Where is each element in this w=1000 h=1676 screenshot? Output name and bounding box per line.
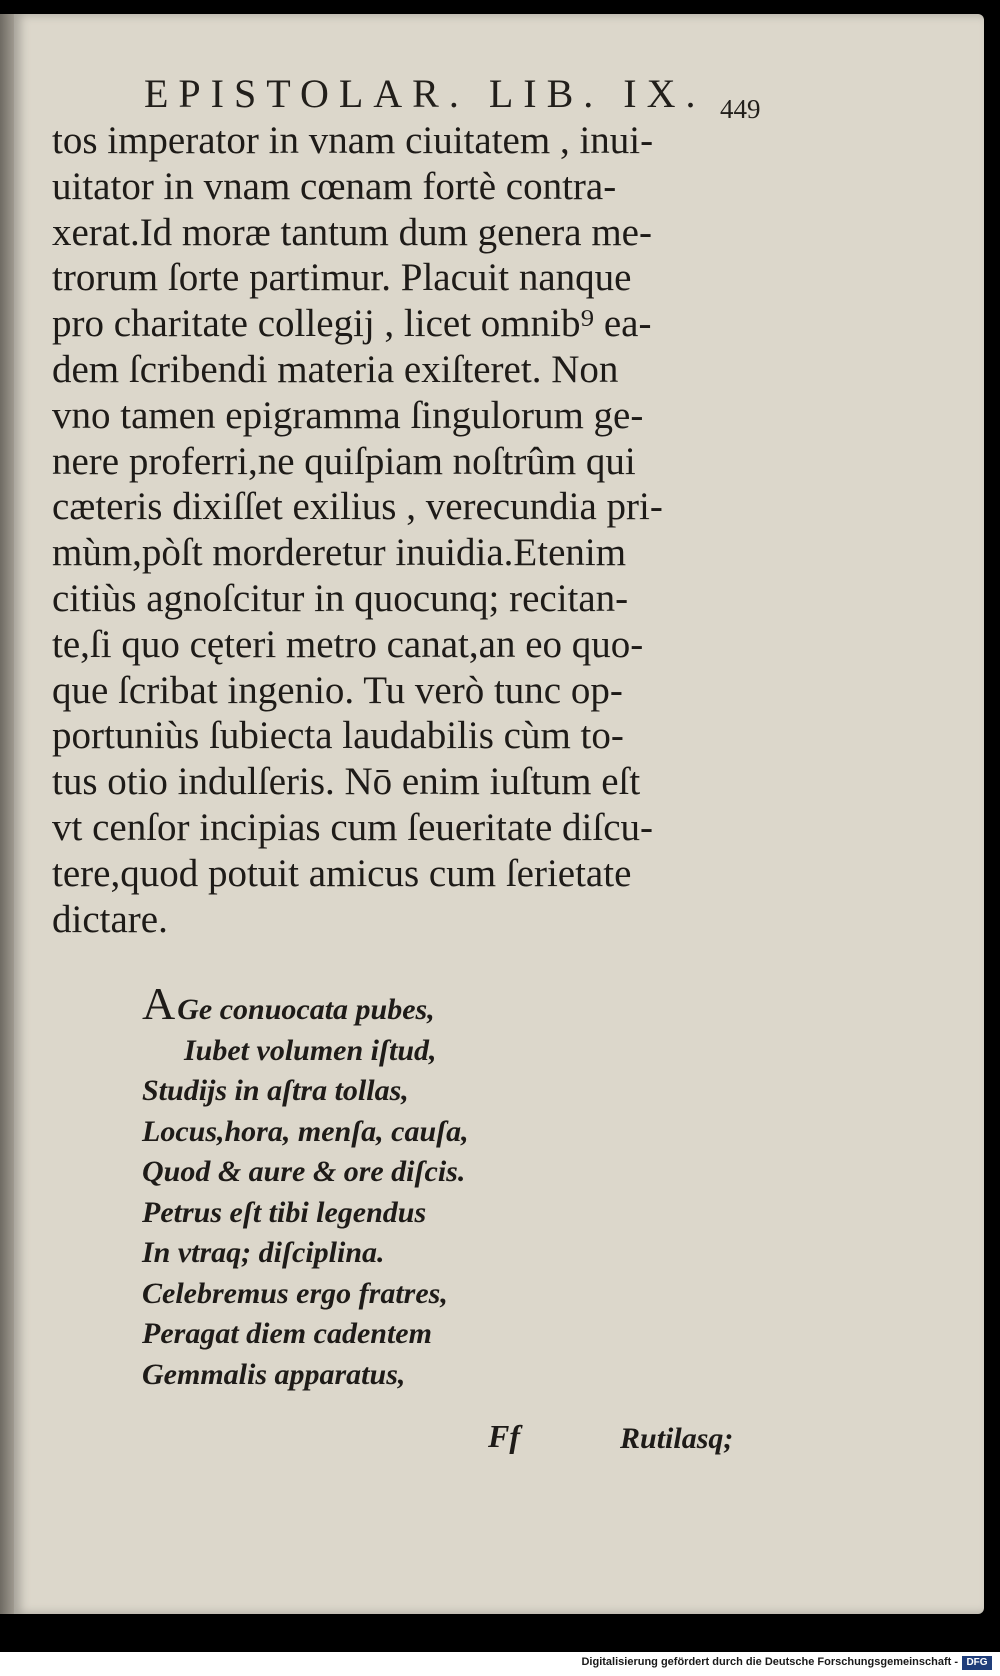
digitization-footer [0, 1652, 1000, 1676]
poem-line: Celebremus ergo fratres, [142, 1276, 448, 1310]
signature-mark: Ff [488, 1418, 520, 1454]
prose-line: nere proferri,ne quiſpiam noſtrûm qui [52, 439, 636, 483]
prose-line: tere,quod potuit amicus cum ſerietate [52, 851, 632, 895]
page-number: 449 [720, 94, 761, 124]
prose-line: vt cenſor incipias cum ſeueritate diſcu- [52, 805, 654, 849]
book-page [14, 14, 984, 1614]
footer-credit: Digitalisierung gefördert durch die Deutsche Forschungsgemeinschaft - [581, 1656, 958, 1668]
catchword: Rutilasq; [620, 1422, 734, 1455]
prose-line: xerat.Id moræ tantum dum genera me- [52, 210, 652, 254]
dfg-logo: DFG [962, 1656, 992, 1670]
prose-line: tus otio indulſeris. Nō enim iuſtum eſt [52, 760, 641, 804]
prose-line: dictare. [52, 897, 168, 941]
poem-line: Iubet volumen iſtud, [184, 1033, 437, 1067]
drop-cap: A [142, 978, 176, 1029]
poem-line: Studijs in aſtra tollas, [142, 1074, 409, 1107]
prose-line: trorum ſorte partimur. Placuit nanque [52, 256, 632, 300]
prose-line: tos imperator in vnam ciuitatem , inui- [52, 119, 654, 162]
prose-line: uitator in vnam cœnam fortè contra- [52, 164, 617, 208]
poem-first-line-text: Ge conuocata pubes, [177, 993, 435, 1026]
poem-line: In vtraq; diſciplina. [142, 1236, 385, 1269]
prose-line: dem ſcribendi materia exiſteret. Non [52, 347, 619, 391]
running-head: EPISTOLAR. LIB. IX. [144, 71, 706, 116]
poem-first-line [142, 978, 662, 1031]
poem-line: Gemmalis apparatus, [142, 1357, 406, 1391]
prose-line: citiùs agnoſcitur in quocunq; recitan- [52, 576, 629, 620]
prose-line: mùm,pòſt morderetur inuidia.Etenim [52, 531, 627, 575]
prose-line: vno tamen epigramma ſingulorum ge- [52, 393, 644, 437]
poem-line: Petrus eſt tibi legendus [142, 1195, 427, 1229]
prose-line: pro charitate collegij , licet omnib⁹ ea- [52, 302, 652, 346]
poem-line: Locus,hora, menſa, cauſa, [142, 1114, 469, 1148]
prose-line: cæteris dixiſſet exilius , verecundia pri- [52, 485, 663, 529]
prose-line: que ſcribat ingenio. Tu verò tunc op- [52, 668, 623, 712]
prose-line: portuniùs ſubiecta laudabilis cùm to- [52, 714, 624, 758]
prose-line: te,ſi quo cęteri metro canat,an eo quo- [52, 622, 644, 666]
poem-line: Quod & aure & ore diſcis. [142, 1155, 466, 1188]
prose-block [52, 118, 772, 942]
poem-block [142, 978, 662, 1395]
poem-line: Peragat diem cadentem [142, 1317, 432, 1350]
